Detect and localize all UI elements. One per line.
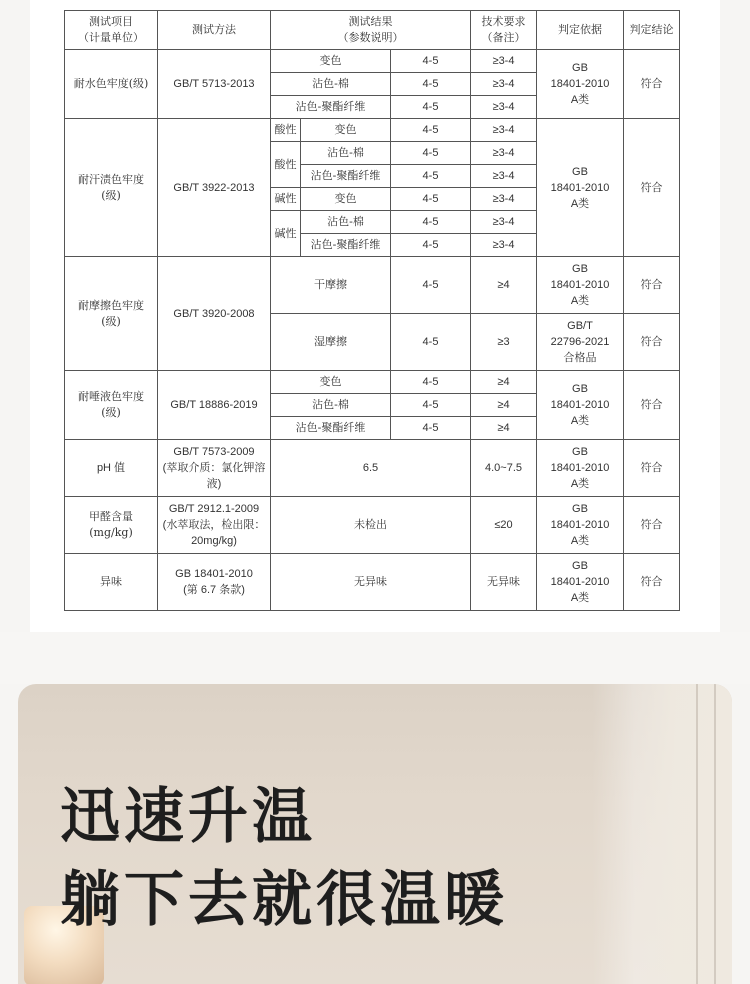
method-cell: GB/T 7573-2009 (萃取介质：氯化钾溶液) — [158, 440, 271, 497]
requirement-cell: ≥3-4 — [471, 165, 537, 188]
value-cell: 4-5 — [391, 257, 471, 314]
acid-label: 酸性 — [271, 142, 301, 188]
conclusion-cell: 符合 — [624, 497, 680, 554]
header-conclusion: 判定结论 — [624, 11, 680, 50]
item-cell: 耐摩擦色牢度 (级) — [65, 257, 158, 371]
requirement-cell: ≥4 — [471, 394, 537, 417]
section-gap — [0, 632, 750, 684]
basis-cell: GB/T 22796-2021 合格品 — [537, 314, 624, 371]
value-cell: 4-5 — [391, 119, 471, 142]
table-row — [65, 371, 680, 394]
requirement-cell: 4.0~7.5 — [471, 440, 537, 497]
param-cell: 变色 — [301, 119, 391, 142]
requirement-cell: ≥3 — [471, 314, 537, 371]
curtain-decoration — [592, 684, 732, 984]
value-cell: 4-5 — [391, 211, 471, 234]
header-item: 测试项目 （计量单位） — [65, 11, 158, 50]
param-cell: 沾色-聚酯纤维 — [301, 234, 391, 257]
curtain-fold — [714, 684, 716, 984]
requirement-cell: ≥3-4 — [471, 188, 537, 211]
param-cell: 沾色-棉 — [301, 142, 391, 165]
conclusion-cell: 符合 — [624, 554, 680, 611]
conclusion-cell: 符合 — [624, 257, 680, 314]
conclusion-cell: 符合 — [624, 50, 680, 119]
method-cell: GB/T 2912.1-2009 (水萃取法，检出限：20mg/kg) — [158, 497, 271, 554]
value-cell: 4-5 — [391, 50, 471, 73]
requirement-cell: ≥3-4 — [471, 50, 537, 73]
header-row — [65, 11, 680, 50]
hero-subheadline: 躺下去就很温暖 — [60, 865, 508, 935]
requirement-cell: 无异味 — [471, 554, 537, 611]
param-cell: 变色 — [271, 50, 391, 73]
param-cell: 沾色-聚酯纤维 — [301, 165, 391, 188]
requirement-cell: ≥3-4 — [471, 119, 537, 142]
basis-cell: GB 18401-2010 A类 — [537, 371, 624, 440]
conclusion-cell: 符合 — [624, 119, 680, 257]
table-row — [65, 50, 680, 73]
requirement-cell: ≥3-4 — [471, 73, 537, 96]
table-row — [65, 119, 680, 142]
requirement-cell: ≥3-4 — [471, 211, 537, 234]
basis-cell: GB 18401-2010 A类 — [537, 554, 624, 611]
value-cell: 4-5 — [391, 394, 471, 417]
conclusion-cell: 符合 — [624, 314, 680, 371]
method-cell: GB/T 18886-2019 — [158, 371, 271, 440]
requirement-cell: ≥3-4 — [471, 234, 537, 257]
header-basis: 判定依据 — [537, 11, 624, 50]
requirement-cell: ≥4 — [471, 257, 537, 314]
hero-banner — [18, 684, 732, 984]
result-cell: 无异味 — [271, 554, 471, 611]
header-requirement: 技术要求 （备注） — [471, 11, 537, 50]
item-cell: 甲醛含量 (mg/kg) — [65, 497, 158, 554]
test-report-table — [64, 10, 680, 611]
basis-cell: GB 18401-2010 A类 — [537, 440, 624, 497]
method-cell: GB/T 5713-2013 — [158, 50, 271, 119]
param-cell: 变色 — [301, 188, 391, 211]
basis-cell: GB 18401-2010 A类 — [537, 497, 624, 554]
param-cell: 沾色-棉 — [271, 394, 391, 417]
value-cell: 4-5 — [391, 234, 471, 257]
requirement-cell: ≥4 — [471, 417, 537, 440]
header-method: 测试方法 — [158, 11, 271, 50]
requirement-cell: ≥3-4 — [471, 96, 537, 119]
acid-label: 酸性 — [271, 119, 301, 142]
curtain-fold — [696, 684, 698, 984]
value-cell: 4-5 — [391, 165, 471, 188]
item-cell: 耐汗渍色牢度 (级) — [65, 119, 158, 257]
method-cell: GB/T 3922-2013 — [158, 119, 271, 257]
table-row — [65, 440, 680, 497]
item-cell: 异味 — [65, 554, 158, 611]
table-row — [65, 554, 680, 611]
method-cell: GB 18401-2010 (第 6.7 条款) — [158, 554, 271, 611]
basis-cell: GB 18401-2010 A类 — [537, 50, 624, 119]
requirement-cell: ≥3-4 — [471, 142, 537, 165]
value-cell: 4-5 — [391, 417, 471, 440]
alkali-label: 碱性 — [271, 211, 301, 257]
result-cell: 未检出 — [271, 497, 471, 554]
result-cell: 6.5 — [271, 440, 471, 497]
item-cell: 耐水色牢度(级) — [65, 50, 158, 119]
param-cell: 湿摩擦 — [271, 314, 391, 371]
method-cell: GB/T 3920-2008 — [158, 257, 271, 371]
item-cell: pH 值 — [65, 440, 158, 497]
value-cell: 4-5 — [391, 96, 471, 119]
value-cell: 4-5 — [391, 314, 471, 371]
item-cell: 耐唾液色牢度 (级) — [65, 371, 158, 440]
requirement-cell: ≤20 — [471, 497, 537, 554]
conclusion-cell: 符合 — [624, 371, 680, 440]
requirement-cell: ≥4 — [471, 371, 537, 394]
table-row — [65, 257, 680, 314]
param-cell: 沾色-棉 — [271, 73, 391, 96]
param-cell: 变色 — [271, 371, 391, 394]
hero-headline: 迅速升温 — [60, 782, 316, 852]
alkali-label: 碱性 — [271, 188, 301, 211]
test-report-panel — [30, 0, 720, 632]
value-cell: 4-5 — [391, 142, 471, 165]
value-cell: 4-5 — [391, 371, 471, 394]
table-row — [65, 497, 680, 554]
basis-cell: GB 18401-2010 A类 — [537, 119, 624, 257]
value-cell: 4-5 — [391, 188, 471, 211]
basis-cell: GB 18401-2010 A类 — [537, 257, 624, 314]
param-cell: 干摩擦 — [271, 257, 391, 314]
value-cell: 4-5 — [391, 73, 471, 96]
header-result: 测试结果 （参数说明） — [271, 11, 471, 50]
param-cell: 沾色-聚酯纤维 — [271, 96, 391, 119]
param-cell: 沾色-棉 — [301, 211, 391, 234]
conclusion-cell: 符合 — [624, 440, 680, 497]
param-cell: 沾色-聚酯纤维 — [271, 417, 391, 440]
